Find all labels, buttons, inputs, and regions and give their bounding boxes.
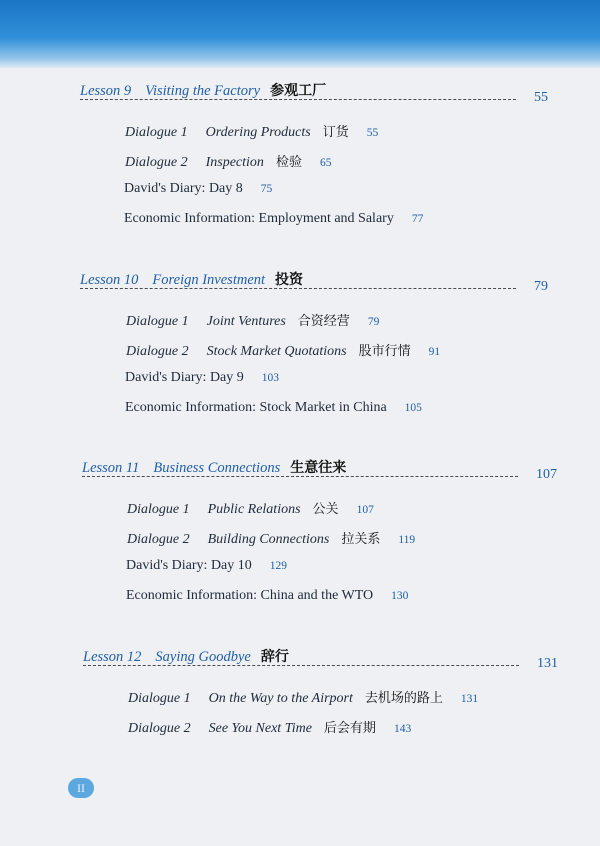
entry-title: Building Connections: [207, 532, 330, 547]
entry-title: See You Next Time: [208, 721, 312, 736]
toc-entry: [128, 687, 478, 707]
toc-entry: [126, 588, 408, 604]
entry-title-cn: 检验: [275, 155, 302, 170]
entry-label: Dialogue 2: [128, 721, 191, 736]
lesson-name-cn: 生意往来: [290, 460, 347, 476]
lesson-name: Visiting the Factory: [145, 83, 261, 99]
lesson-title: [80, 269, 303, 289]
toc-entry: [126, 340, 440, 360]
lesson-page-number: 55: [534, 90, 548, 105]
entry-label: Dialogue 1: [125, 125, 188, 140]
toc-entry: [126, 310, 379, 330]
entry-page: 143: [393, 723, 412, 735]
entry-title: On the Way to the Airport: [208, 691, 353, 706]
toc-entry: [125, 400, 422, 416]
entry-page: 103: [261, 372, 280, 384]
toc-entry: [124, 181, 272, 197]
lesson-page-number: 131: [537, 656, 558, 671]
entry-label: Economic Information: Stock Market in China: [125, 400, 387, 415]
lesson-heading: [83, 646, 558, 680]
entry-title-cn: 股市行情: [358, 344, 411, 359]
entry-title-cn: 拉关系: [341, 532, 381, 547]
lesson-heading: [80, 269, 548, 303]
entry-page: 131: [460, 693, 479, 705]
lesson-name-cn: 辞行: [260, 649, 289, 665]
divider: [80, 288, 516, 289]
toc-entry: [125, 151, 331, 171]
entry-title: Ordering Products: [205, 125, 311, 140]
toc-entry: [125, 121, 378, 141]
toc-entry: [125, 370, 279, 386]
entry-page: 130: [391, 590, 409, 602]
lesson-number: Lesson 9: [80, 83, 132, 99]
entry-title-cn: 公关: [312, 502, 339, 517]
entry-page: 75: [260, 183, 273, 195]
divider: [83, 665, 519, 666]
lesson-number: Lesson 10: [80, 272, 139, 288]
entry-label: Economic Information: China and the WTO: [126, 588, 374, 603]
divider: [82, 476, 518, 477]
entry-label: Economic Information: Employment and Salary: [124, 211, 394, 226]
entry-title-cn: 后会有期: [323, 721, 376, 736]
lesson-name-cn: 参观工厂: [270, 83, 327, 99]
toc-entry: [124, 211, 423, 227]
entry-page: 105: [404, 402, 422, 414]
lesson-name: Business Connections: [153, 460, 281, 476]
lesson-heading: [82, 457, 557, 491]
lesson-heading: [80, 80, 548, 114]
entry-label: Dialogue 1: [127, 502, 190, 517]
toc-entry: [127, 498, 374, 518]
lesson-page-number: 107: [536, 467, 557, 482]
lesson-name-cn: 投资: [275, 272, 304, 288]
entry-title: Joint Ventures: [206, 314, 286, 329]
entry-label: David's Diary: Day 9: [125, 370, 244, 385]
lesson-name: Saying Goodbye: [155, 649, 251, 665]
entry-page: 91: [428, 346, 441, 358]
entry-label: Dialogue 2: [125, 155, 188, 170]
entry-label: Dialogue 1: [128, 691, 191, 706]
entry-title: Stock Market Quotations: [206, 344, 347, 359]
header-band: [0, 0, 600, 68]
lesson-number: Lesson 11: [82, 460, 140, 476]
entry-title-cn: 合资经营: [297, 314, 350, 329]
entry-label: Dialogue 2: [127, 532, 190, 547]
entry-title: Inspection: [205, 155, 264, 170]
entry-page: 65: [319, 157, 332, 169]
toc-entry: [128, 717, 411, 737]
entry-label: Dialogue 1: [126, 314, 189, 329]
lesson-title: [82, 457, 346, 477]
entry-label: David's Diary: Day 10: [126, 558, 252, 573]
entry-title-cn: 去机场的路上: [364, 691, 443, 706]
entry-label: Dialogue 2: [126, 344, 189, 359]
entry-page: 107: [356, 504, 374, 516]
entry-page: 77: [411, 213, 424, 225]
lesson-title: [83, 646, 289, 666]
lesson-title: [80, 80, 326, 100]
entry-page: 119: [398, 534, 416, 546]
page-number-badge: II: [68, 778, 94, 798]
lesson-name: Foreign Investment: [152, 272, 266, 288]
divider: [80, 99, 516, 100]
lesson-number: Lesson 12: [83, 649, 142, 665]
entry-label: David's Diary: Day 8: [124, 181, 243, 196]
toc-entry: [126, 558, 287, 574]
entry-page: 129: [269, 560, 288, 572]
toc-entry: [127, 528, 415, 548]
entry-title-cn: 订货: [322, 125, 349, 140]
entry-page: 55: [366, 127, 379, 139]
entry-page: 79: [367, 316, 380, 328]
entry-title: Public Relations: [207, 502, 301, 517]
lesson-page-number: 79: [534, 279, 548, 294]
